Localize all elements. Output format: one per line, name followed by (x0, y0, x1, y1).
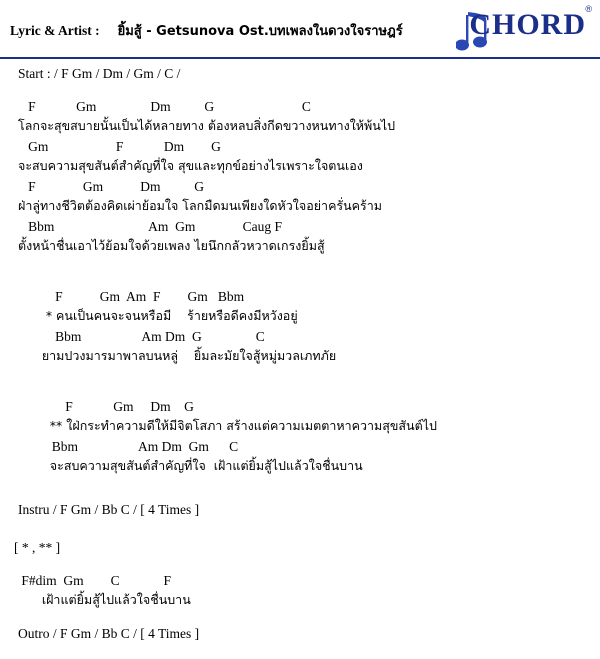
page-header (0, 0, 600, 58)
chorus2-chords-1: F Gm Dm G (18, 399, 194, 414)
chord-logo (454, 2, 594, 56)
logo-wordmark: CHORD (469, 8, 586, 41)
verse1-chords-4: Bbm Am Gm Caug F (18, 219, 283, 234)
chorus2-chords-2: Bbm Am Dm Gm C (18, 439, 239, 454)
intro-line: Start : / F Gm / Dm / Gm / C / (18, 66, 181, 81)
verse1-lyric-4: ตั้งหน้าชื่นเอาไว้ย้อมใจด้วยเพลง ไยนึกกลัวหวาดเกรงยิ้มสู้ (18, 238, 325, 253)
registered-mark: ® (585, 4, 592, 14)
verse1-chords-3: F Gm Dm G (18, 179, 205, 194)
header-divider (0, 57, 600, 59)
title-label: Lyric & Artist : (10, 23, 100, 38)
chorus1-lyric-1: * คนเป็นคนจะจนหรือมี ร้ายหรือดีคงมีหวังอยู่ (18, 308, 298, 323)
chorus2-lyric-1: ** ใฝ่กระทำความดีให้มีจิตโสภา สร้างแต่ความเมตตาหาความสุขสันต์ไป (18, 418, 437, 433)
chorus1-chords-2: Bbm Am Dm G C (18, 329, 265, 344)
outro-line: Outro / F Gm / Bb C / [ 4 Times ] (18, 626, 200, 641)
outro-verse-chords: F#dim Gm C F (18, 573, 172, 588)
chorus1-chords-1: F Gm Am F Gm Bbm (18, 289, 245, 304)
verse1-lyric-3: ฝ่าลู่ทางชีวิตต้องคิดเผ่าย้อมใจ โลกมืดมนเพียงใดหัวใจอย่าครั่นคร้าม (18, 198, 383, 213)
verse1-chords-2: Gm F Dm G (18, 139, 221, 154)
repeat-marker: [ * , ** ] (14, 540, 61, 555)
outro-verse-lyric: เฝ้าแต่ยิ้มสู้ไปแล้วใจชื่นบาน (18, 592, 191, 607)
chorus2-lyric-2: จะสบความสุขสันต์สำคัญที่ใจ เฝ้าแต่ยิ้มสู้ไปแล้วใจชื่นบาน (18, 458, 363, 473)
verse1-lyric-2: จะสบความสุขสันต์สำคัญที่ใจ สุขและทุกข์อย่างไรเพราะใจตนเอง (18, 158, 363, 173)
chorus1-lyric-2: ยามปวงมารมาพาลบนหลู่ ยิ้มละมัยใจสู้หมู่มวลเภทภัย (18, 348, 337, 363)
instrumental-line: Instru / F Gm / Bb C / [ 4 Times ] (18, 502, 200, 517)
verse1-chords-1: F Gm Dm G C (18, 99, 311, 114)
verse1-lyric-1: โลกจะสุขสบายนั้นเป็นได้หลายทาง ต้องหลบสิ่งกีดขวางหนทางให้พ้นไป (18, 118, 396, 133)
song-title: ยิ้มสู้ - Getsunova Ost.บทเพลงในดวงใจราษฎร์ (117, 24, 403, 39)
page-title (10, 20, 403, 41)
